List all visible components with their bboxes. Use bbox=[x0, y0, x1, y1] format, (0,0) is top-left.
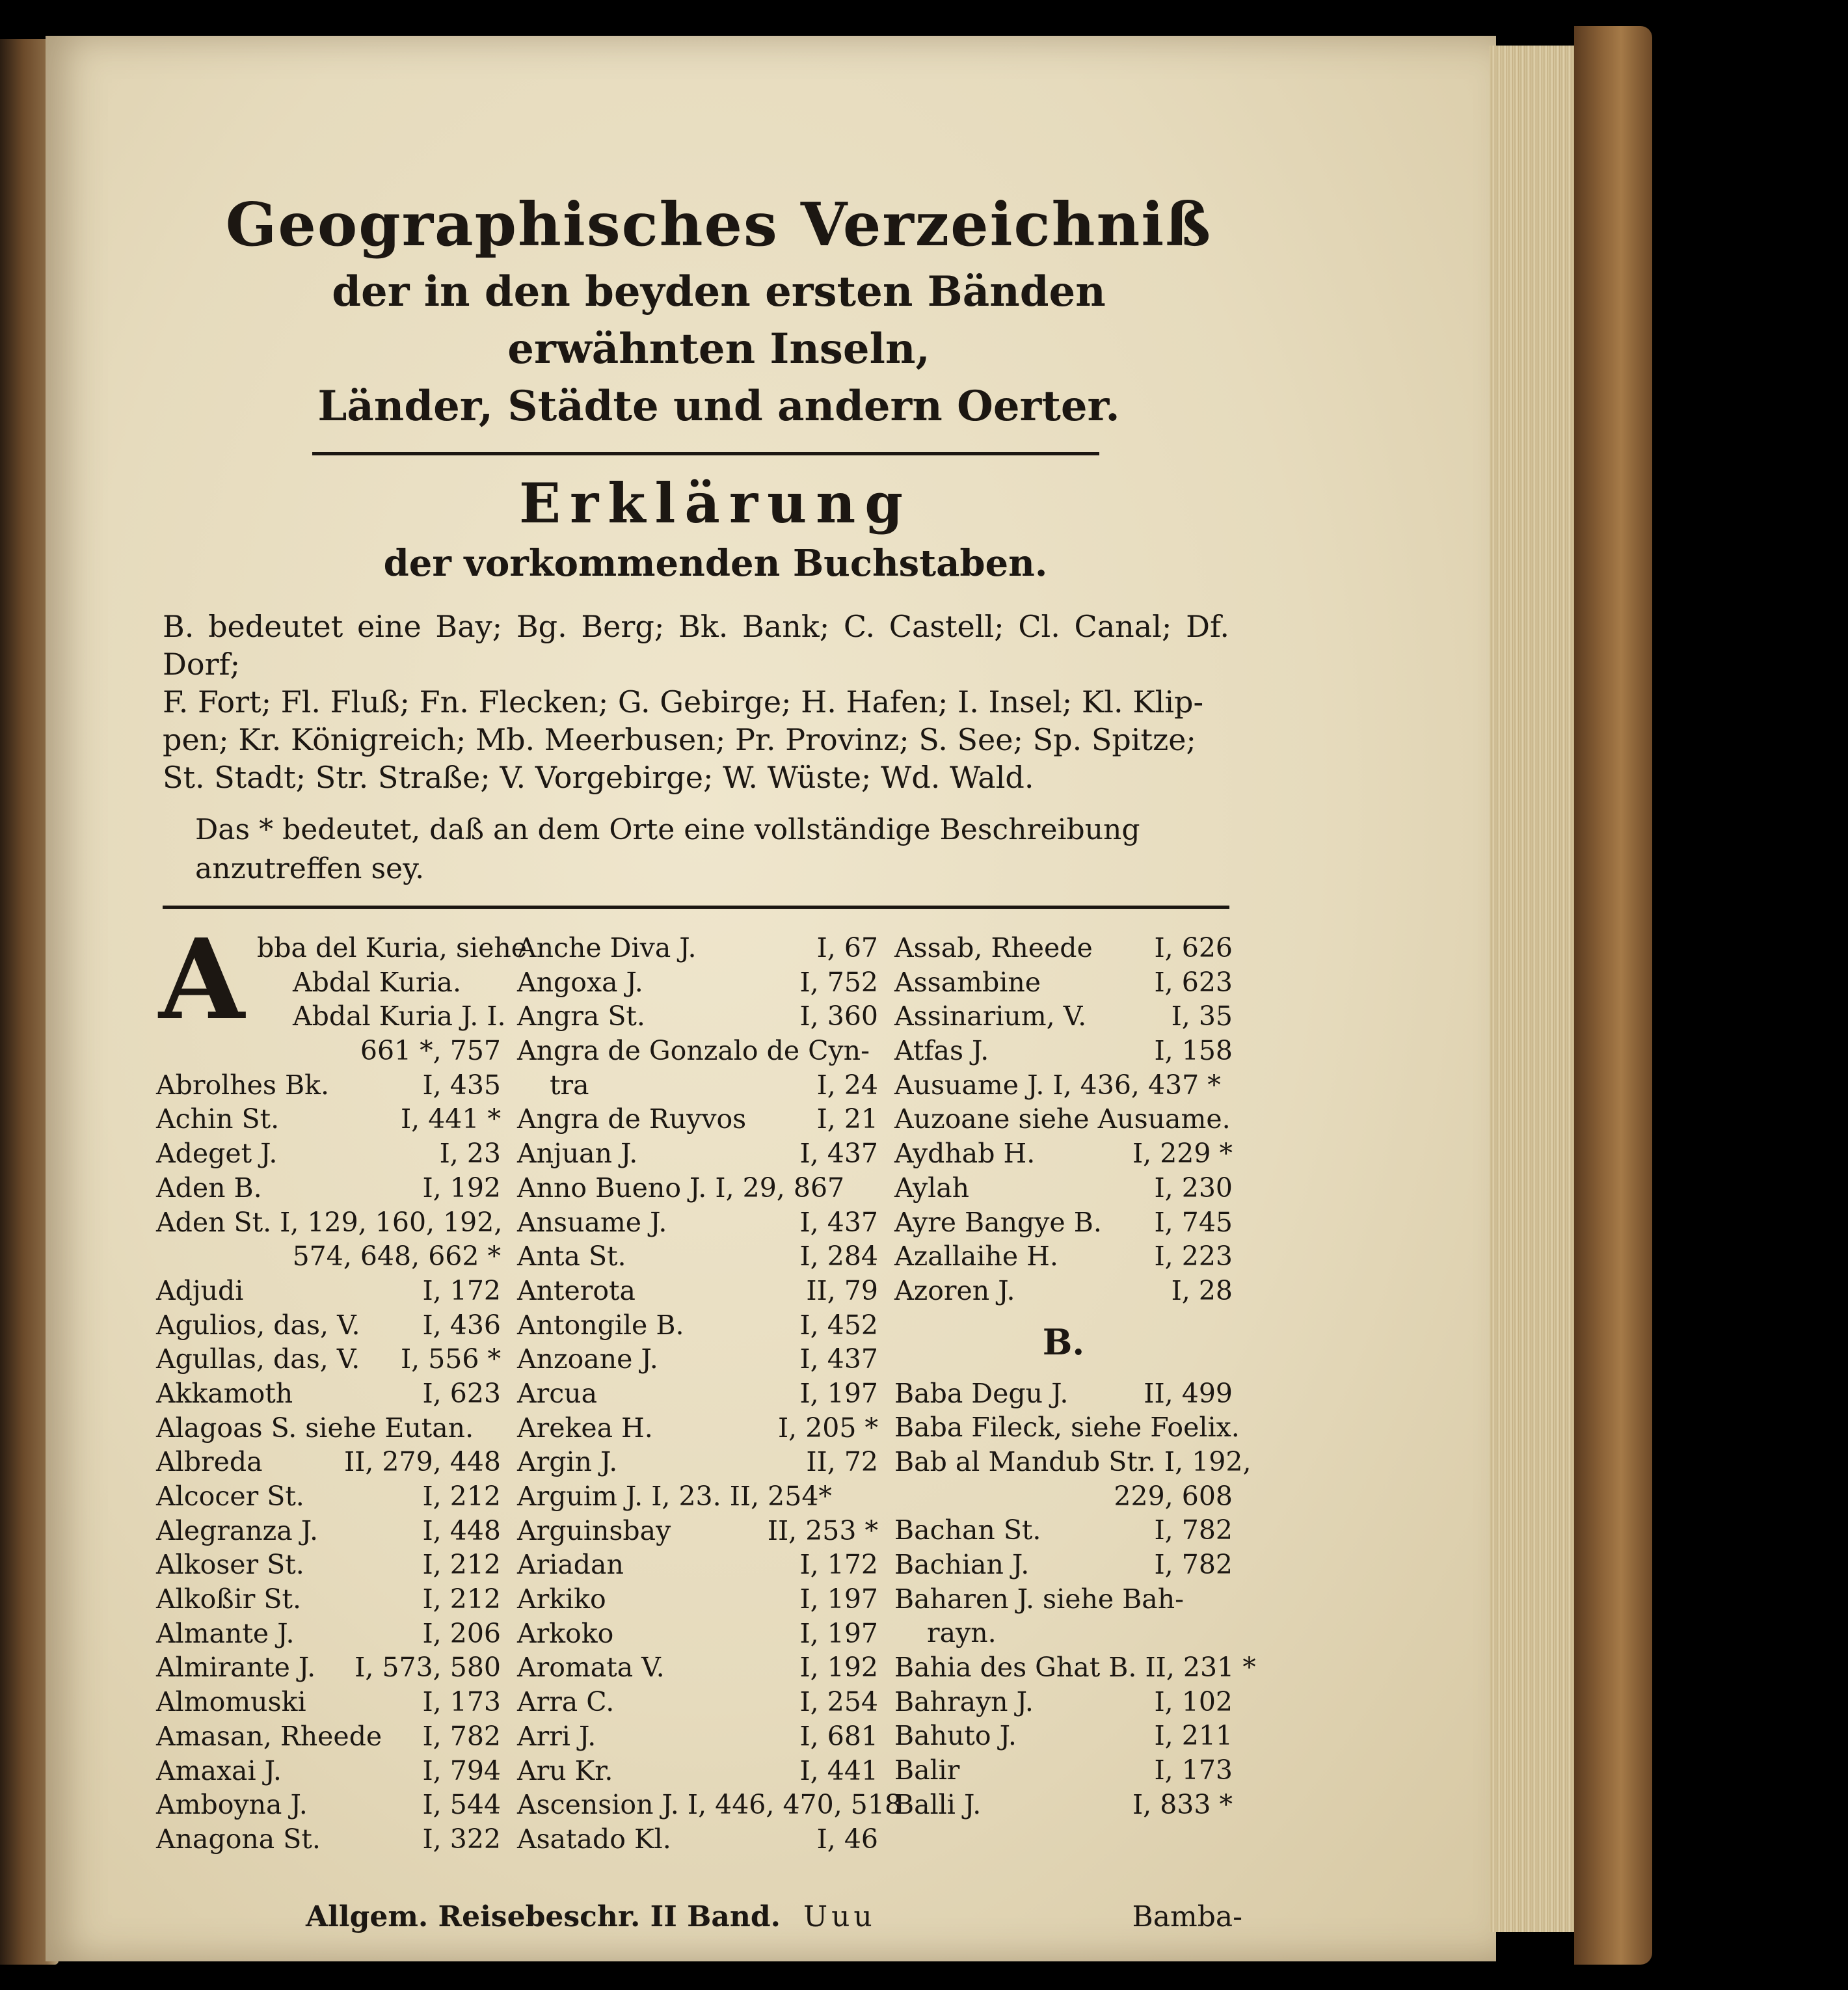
entry-reference: I, 21 bbox=[816, 1103, 878, 1135]
entry-name: Achin St. bbox=[156, 1103, 280, 1135]
index-entry bbox=[517, 1411, 878, 1445]
paper-page bbox=[46, 36, 1496, 1961]
entry-reference: I, 102 bbox=[1154, 1686, 1233, 1717]
index-entry bbox=[517, 1822, 878, 1857]
entry-reference: I, 626 bbox=[1154, 932, 1233, 963]
index-entry bbox=[156, 1308, 501, 1343]
index-entry bbox=[894, 1685, 1233, 1719]
index-entry bbox=[517, 1034, 878, 1068]
entry-name: Angra de Gonzalo de Cyn- bbox=[517, 1035, 870, 1067]
index-entry bbox=[894, 931, 1233, 965]
entry-reference: I, 556 * bbox=[400, 1343, 501, 1375]
entry-reference: I, 229 * bbox=[1132, 1138, 1233, 1170]
index-entry bbox=[156, 1239, 501, 1274]
entry-name: Baharen J. siehe Bah- bbox=[894, 1583, 1184, 1615]
entry-name: Bachian J. bbox=[894, 1549, 1030, 1580]
catchword: Bamba- bbox=[1132, 1900, 1242, 1933]
entry-reference: I, 223 bbox=[1154, 1241, 1233, 1272]
entry-reference: I, 212 bbox=[422, 1481, 501, 1512]
entry-name: Anagona St. bbox=[156, 1823, 321, 1855]
index-entry bbox=[894, 1582, 1233, 1617]
entry-reference: II, 499 bbox=[1144, 1377, 1233, 1409]
index-entry bbox=[156, 1822, 501, 1857]
index-entry bbox=[517, 1205, 878, 1240]
entry-list bbox=[894, 1377, 1256, 1822]
entry-reference: I, 192 bbox=[422, 1172, 501, 1203]
entry-name: Alcocer St. bbox=[156, 1481, 304, 1512]
index-entry bbox=[894, 1034, 1233, 1068]
entry-name: Asatado Kl. bbox=[517, 1823, 671, 1855]
index-entry bbox=[894, 1548, 1233, 1582]
entry-list bbox=[517, 931, 902, 1857]
index-entry bbox=[894, 1274, 1233, 1308]
page-stack-edges bbox=[1490, 46, 1584, 1932]
index-entry bbox=[894, 1205, 1233, 1240]
entry-reference: I, 173 bbox=[1154, 1755, 1233, 1786]
entry-name: Albreda bbox=[156, 1446, 263, 1478]
entry-reference: I, 211 bbox=[1154, 1720, 1233, 1752]
entry-name: Arekea H. bbox=[517, 1412, 653, 1444]
entry-reference: I, 435 bbox=[422, 1069, 501, 1101]
entry-reference: I, 448 bbox=[422, 1514, 501, 1546]
entry-name: Aru Kr. bbox=[517, 1755, 613, 1786]
entry-reference: I, 782 bbox=[1154, 1549, 1233, 1580]
entry-name: Auzoane siehe Ausuame. bbox=[894, 1103, 1231, 1135]
entry-reference: I, 197 bbox=[799, 1583, 878, 1615]
entry-reference: I, 46 bbox=[816, 1823, 878, 1855]
entry-reference: I, 745 bbox=[1154, 1206, 1233, 1238]
entry-reference: I, 173 bbox=[422, 1686, 501, 1718]
entry-reference: I, 437 bbox=[799, 1138, 878, 1170]
page-footer bbox=[195, 1900, 1242, 1939]
entry-reference: II, 253 * bbox=[767, 1514, 878, 1546]
entry-name: Anterota bbox=[517, 1274, 636, 1306]
entry-name: Alkoser St. bbox=[156, 1549, 304, 1581]
index-entry bbox=[517, 1617, 878, 1651]
dropcap-block bbox=[156, 915, 528, 1068]
index-entry bbox=[156, 1171, 501, 1205]
index-entry bbox=[894, 1102, 1233, 1136]
subtitle-line-1: der in den beyden ersten Bänden erwähnten Inseln, bbox=[332, 267, 1106, 373]
entry-reference: I, 794 bbox=[422, 1755, 501, 1786]
index-entry bbox=[894, 1068, 1233, 1103]
entry-reference: I, 441 bbox=[799, 1755, 878, 1786]
entry-name: Anzoane J. bbox=[517, 1343, 658, 1375]
page-title: Geographisches Verzeichniß bbox=[225, 189, 1212, 260]
index-column-2 bbox=[517, 931, 902, 1857]
entry-text: bba del Kuria, siehe bbox=[257, 932, 528, 963]
entry-reference: I, 35 bbox=[1171, 1001, 1233, 1032]
entry-name: Anno Bueno J. I, 29, 867 bbox=[517, 1172, 845, 1203]
entry-text: Abdal Kuria J. I. bbox=[293, 1001, 506, 1032]
entry-name: Alkoßir St. bbox=[156, 1583, 301, 1615]
entry-reference: I, 436 bbox=[422, 1309, 501, 1341]
index-entry bbox=[156, 1102, 501, 1136]
book-cover-edge bbox=[1574, 26, 1652, 1965]
entry-name: Adjudi bbox=[156, 1274, 244, 1306]
index-entry bbox=[894, 1239, 1233, 1274]
index-entry bbox=[517, 1685, 878, 1719]
index-entry bbox=[517, 1479, 878, 1514]
index-entry bbox=[517, 1342, 878, 1377]
abbreviation-line: pen; Kr. Königreich; Mb. Meerbusen; Pr. Provinz; S. See; Sp. Spitze; bbox=[163, 722, 1196, 757]
index-column-3 bbox=[894, 931, 1256, 1822]
entry-name: Bahrayn J. bbox=[894, 1686, 1034, 1717]
index-entry bbox=[517, 1171, 878, 1205]
entry-name: Amboyna J. bbox=[156, 1789, 308, 1821]
entry-reference: I, 623 bbox=[1154, 966, 1233, 998]
entry-name: Akkamoth bbox=[156, 1377, 293, 1409]
index-entry bbox=[517, 1650, 878, 1685]
entry-name: Ascension J. I, 446, 470, 518 bbox=[517, 1789, 902, 1821]
entry-name: Bahuto J. bbox=[894, 1720, 1017, 1752]
entry-name: Alegranza J. bbox=[156, 1514, 319, 1546]
index-entry bbox=[894, 1445, 1252, 1479]
entry-name: Abrolhes Bk. bbox=[156, 1069, 329, 1101]
index-entry bbox=[894, 1136, 1233, 1171]
entry-reference: I, 833 * bbox=[1132, 1788, 1233, 1820]
entry-name: Bab al Mandub Str. I, 192, bbox=[894, 1445, 1252, 1477]
entry-name: Aylah bbox=[894, 1172, 970, 1203]
entry-name: Ayre Bangye B. bbox=[894, 1206, 1102, 1238]
index-entry bbox=[517, 1514, 878, 1548]
divider-rule bbox=[312, 452, 1099, 455]
explanation-subheading: der vorkommenden Buchstaben. bbox=[383, 542, 1048, 585]
entry-name: Arcua bbox=[517, 1377, 598, 1409]
page-content bbox=[156, 185, 1256, 1933]
index-entry bbox=[156, 1068, 501, 1103]
abbreviation-line: B. bedeutet eine Bay; Bg. Berg; Bk. Bank; C. Castell; Cl. Canal; Df. Dorf; bbox=[163, 609, 1229, 682]
index-entry bbox=[517, 1308, 878, 1343]
index-column-1 bbox=[156, 915, 528, 1857]
index-entry bbox=[517, 1239, 878, 1274]
entry-reference: I, 681 bbox=[799, 1720, 878, 1752]
index-entry bbox=[156, 1205, 501, 1240]
entry-name: Baba Fileck, siehe Foelix. bbox=[894, 1412, 1240, 1444]
index-entry bbox=[156, 1548, 501, 1582]
entry-reference: I, 212 bbox=[422, 1583, 501, 1615]
entry-reference: I, 24 bbox=[816, 1069, 878, 1101]
index-entry bbox=[156, 1719, 501, 1754]
index-entry bbox=[156, 1650, 501, 1685]
entry-reference: I, 172 bbox=[422, 1274, 501, 1306]
entry-name: Arguim J. I, 23. II, 254* bbox=[517, 1481, 832, 1512]
index-entry bbox=[156, 1342, 501, 1377]
abbreviation-line: F. Fort; Fl. Fluß; Fn. Flecken; G. Gebirge; H. Hafen; I. Insel; Kl. Klip- bbox=[163, 684, 1204, 719]
entry-reference: II, 79 bbox=[806, 1274, 878, 1306]
index-entry bbox=[894, 1616, 1233, 1650]
entry-reference: I, 172 bbox=[799, 1549, 878, 1581]
entry-name: Azallaihe H. bbox=[894, 1241, 1058, 1272]
entry-reference: I, 437 bbox=[799, 1343, 878, 1375]
entry-reference: I, 206 bbox=[422, 1617, 501, 1649]
entry-name: Ariadan bbox=[517, 1549, 624, 1581]
entry-reference: II, 72 bbox=[806, 1446, 878, 1478]
index-entry bbox=[156, 1514, 501, 1548]
index-entry bbox=[156, 1411, 501, 1445]
entry-name: Agullas, das, V. bbox=[156, 1343, 360, 1375]
entry-reference: I, 254 bbox=[799, 1686, 878, 1718]
entry-reference: I, 441 * bbox=[400, 1103, 501, 1135]
entry-name: Bachan St. bbox=[894, 1514, 1041, 1546]
index-entry bbox=[894, 1410, 1240, 1445]
entry-reference: I, 197 bbox=[799, 1617, 878, 1649]
entry-name: Angoxa J. bbox=[517, 966, 643, 998]
entry-name: Argin J. bbox=[517, 1446, 618, 1478]
index-entry bbox=[894, 965, 1233, 1000]
entry-reference: I, 28 bbox=[1171, 1274, 1233, 1306]
index-entry bbox=[517, 999, 878, 1034]
index-entry bbox=[156, 1754, 501, 1788]
entry-reference: I, 322 bbox=[422, 1823, 501, 1855]
entry-name: Bahia des Ghat B. II, 231 * bbox=[894, 1652, 1256, 1684]
subtitle-line-2: Länder, Städte und andern Oerter. bbox=[317, 382, 1120, 431]
explanation-heading: Erklärung bbox=[519, 471, 912, 535]
entry-reference: I, 573, 580 bbox=[355, 1652, 501, 1684]
entry-name: Almomuski bbox=[156, 1686, 306, 1718]
index-entry bbox=[156, 1377, 501, 1411]
entry-name: Balli J. bbox=[894, 1788, 982, 1820]
entry-name: Angra de Ruyvos bbox=[517, 1103, 747, 1135]
entry-name: Atfas J. bbox=[894, 1035, 989, 1067]
index-entry bbox=[517, 1788, 902, 1822]
entry-name: Arkiko bbox=[517, 1583, 606, 1615]
entry-name: Arri J. bbox=[517, 1720, 596, 1752]
asterisk-note: Das * bedeutet, daß an dem Orte eine vollständige Beschreibung anzutreffen sey. bbox=[195, 813, 1140, 885]
entry-reference: I, 752 bbox=[799, 966, 878, 998]
entry-name: Aden St. I, 129, 160, 192, bbox=[156, 1206, 503, 1238]
entry-reference: I, 452 bbox=[799, 1309, 878, 1341]
entry-reference: I, 192 bbox=[799, 1652, 878, 1684]
index-entry bbox=[156, 1274, 501, 1308]
entry-name: tra bbox=[550, 1069, 589, 1101]
index-entry bbox=[517, 1445, 878, 1479]
entry-name: Azoren J. bbox=[894, 1274, 1015, 1306]
entry-name: Assab, Rheede bbox=[894, 932, 1093, 963]
entry-name: Amaxai J. bbox=[156, 1755, 282, 1786]
index-entry bbox=[517, 965, 878, 1000]
index-entry bbox=[517, 1719, 878, 1754]
index-entry bbox=[517, 1754, 878, 1788]
entry-name: Almante J. bbox=[156, 1617, 295, 1649]
index-entry bbox=[894, 1479, 1233, 1514]
entry-name: Anjuan J. bbox=[517, 1138, 638, 1170]
index-entry bbox=[156, 1582, 501, 1617]
entry-list bbox=[894, 931, 1233, 1308]
entry-reference: 574, 648, 662 * bbox=[292, 1241, 501, 1272]
entry-reference: I, 782 bbox=[1154, 1514, 1233, 1546]
entry-reference: I, 205 * bbox=[777, 1412, 878, 1444]
abbreviation-list bbox=[163, 608, 1229, 796]
index-entry bbox=[894, 999, 1233, 1034]
entry-name: Arkoko bbox=[517, 1617, 614, 1649]
index-entry bbox=[156, 1788, 501, 1822]
index-entry bbox=[517, 931, 878, 965]
entry-name: Assinarium, V. bbox=[894, 1001, 1087, 1032]
entry-text: Abdal Kuria. bbox=[293, 966, 462, 998]
index-entry bbox=[894, 1719, 1233, 1753]
entry-name: Amasan, Rheede bbox=[156, 1720, 382, 1752]
entry-name: Adeget J. bbox=[156, 1138, 278, 1170]
index-entry bbox=[517, 1582, 878, 1617]
entry-name: Arguinsbay bbox=[517, 1514, 671, 1546]
abbreviation-line: St. Stadt; Str. Straße; V. Vorgebirge; W. Wüste; Wd. Wald. bbox=[163, 760, 1034, 795]
index-entry bbox=[156, 1617, 501, 1651]
entry-name: Arra C. bbox=[517, 1686, 615, 1718]
entry-reference: 229, 608 bbox=[1114, 1480, 1233, 1512]
index-entry bbox=[517, 1102, 878, 1136]
entry-reference: I, 623 bbox=[422, 1377, 501, 1409]
entry-name: Almirante J. bbox=[156, 1652, 316, 1684]
entry-reference: I, 23 bbox=[439, 1138, 501, 1170]
entry-name: Anche Diva J. bbox=[517, 932, 697, 963]
index-entry bbox=[517, 1548, 878, 1582]
entry-name: Assambine bbox=[894, 966, 1041, 998]
entry-list bbox=[156, 1068, 501, 1857]
entry-reference: I, 284 bbox=[799, 1241, 878, 1272]
entry-name: Alagoas S. siehe Eutan. bbox=[156, 1412, 474, 1444]
entry-reference: I, 437 bbox=[799, 1206, 878, 1238]
entry-reference: I, 197 bbox=[799, 1377, 878, 1409]
index-entry bbox=[894, 1171, 1233, 1205]
index-entry bbox=[517, 1136, 878, 1171]
index-entry bbox=[156, 1136, 501, 1171]
entry-reference: I, 230 bbox=[1154, 1172, 1233, 1203]
entry-reference: I, 544 bbox=[422, 1789, 501, 1821]
index-entry bbox=[517, 1068, 878, 1103]
entry-name: Agulios, das, V. bbox=[156, 1309, 360, 1341]
divider-rule bbox=[163, 906, 1229, 909]
entry-name: Aydhab H. bbox=[894, 1138, 1036, 1170]
index-entry bbox=[894, 1788, 1233, 1822]
signature-line: Allgem. Reisebeschr. II Band. bbox=[306, 1900, 781, 1933]
section-letter-b: B. bbox=[1042, 1321, 1085, 1363]
index-entry bbox=[517, 1377, 878, 1411]
entry-name: Baba Degu J. bbox=[894, 1377, 1069, 1409]
entry-name: Ausuame J. I, 436, 437 * bbox=[894, 1069, 1221, 1101]
entry-reference: I, 158 bbox=[1154, 1035, 1233, 1067]
entry-name: Ansuame J. bbox=[517, 1206, 667, 1238]
entry-name: Aden B. bbox=[156, 1172, 262, 1203]
index-columns bbox=[156, 915, 1256, 1933]
entry-name: Angra St. bbox=[517, 1001, 645, 1032]
dropcap-letter: A bbox=[159, 915, 245, 1045]
index-entry bbox=[894, 1513, 1233, 1548]
entry-reference: I, 67 bbox=[816, 932, 878, 963]
entry-name: rayn. bbox=[927, 1617, 997, 1649]
index-entry bbox=[894, 1377, 1233, 1411]
index-entry bbox=[156, 1685, 501, 1719]
sheet-mark: Uuu bbox=[803, 1900, 876, 1933]
index-entry bbox=[517, 1274, 878, 1308]
entry-reference: I, 360 bbox=[799, 1001, 878, 1032]
entry-reference: I, 212 bbox=[422, 1549, 501, 1581]
index-entry bbox=[156, 1479, 501, 1514]
entry-name: Balir bbox=[894, 1755, 960, 1786]
entry-reference: II, 279, 448 bbox=[343, 1446, 501, 1478]
index-entry bbox=[156, 1445, 501, 1479]
entry-name: Antongile B. bbox=[517, 1309, 684, 1341]
index-entry bbox=[894, 1650, 1256, 1685]
entry-text: 661 *, 757 bbox=[360, 1035, 501, 1067]
entry-name: Aromata V. bbox=[517, 1652, 665, 1684]
entry-name: Anta St. bbox=[517, 1241, 626, 1272]
entry-reference: I, 782 bbox=[422, 1720, 501, 1752]
index-entry bbox=[894, 1753, 1233, 1788]
